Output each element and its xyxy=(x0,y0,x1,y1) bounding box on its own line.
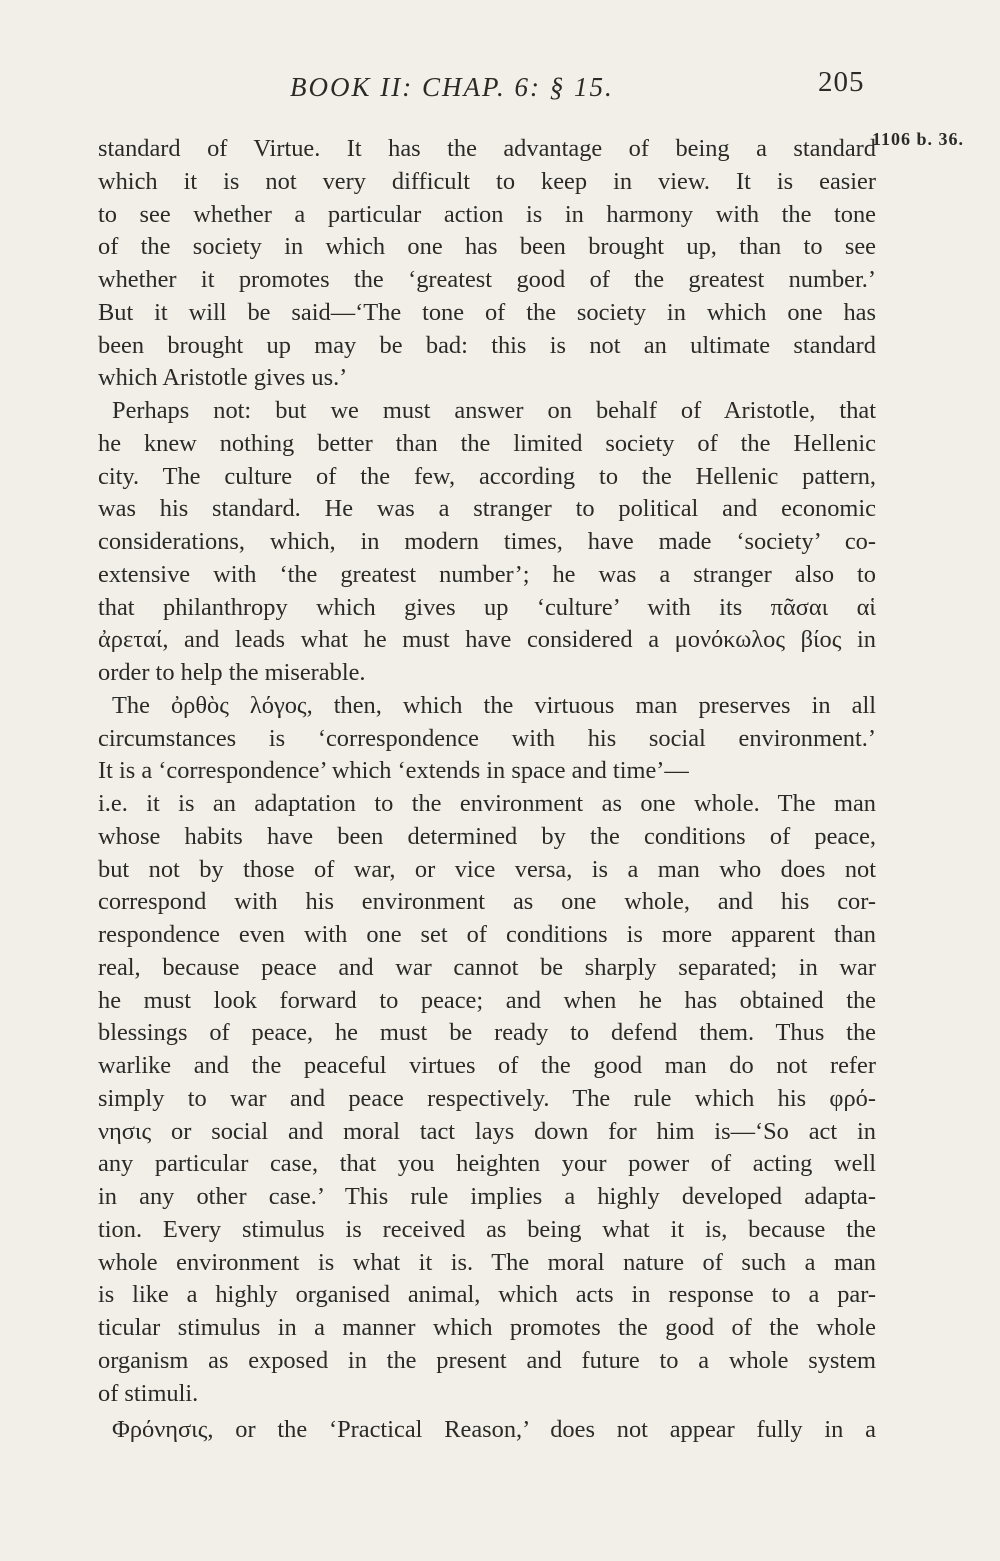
text-line: respondence even with one set of conditions is more apparent than xyxy=(98,921,876,948)
text-line: whole environment is what it is. The moral nature of such a man xyxy=(98,1248,876,1276)
page-number: 205 xyxy=(818,66,865,98)
text-line: is like a highly organised animal, which acts in response to a par- xyxy=(98,1281,876,1309)
text-line: i.e. it is an adaptation to the environment as one whole. The man xyxy=(98,790,876,817)
text-line: whose habits have been determined by the conditions of peace, xyxy=(98,822,876,850)
text-line: was his standard. He was a stranger to political and economic xyxy=(98,495,876,523)
text-line: been brought up may be bad: this is not an ultimate standard xyxy=(98,331,876,359)
text-line: that philanthropy which gives up ‘culture’ with its πᾶσαι αἱ xyxy=(98,593,876,621)
text-line: warlike and the peaceful virtues of the good man do not refer xyxy=(98,1052,876,1079)
body-text xyxy=(98,133,876,1447)
text-line: city. The culture of the few, according to the Hellenic pattern, xyxy=(98,462,876,490)
text-line: νησις or social and moral tact lays down for him is—‘So act in xyxy=(98,1117,876,1145)
margin-reference: 1106 b. 36. xyxy=(872,129,965,149)
text-line: to see whether a particular action is in harmony with the tone xyxy=(98,200,876,228)
text-line: Perhaps not: but we must answer on behalf of Aristotle, that xyxy=(112,397,876,424)
text-line: extensive with ‘the greatest number’; he was a stranger also to xyxy=(98,560,876,588)
text-line: of the society in which one has been brought up, than to see xyxy=(98,233,876,261)
text-line: any particular case, that you heighten your power of acting well xyxy=(98,1150,876,1178)
text-line: of stimuli. xyxy=(98,1379,199,1407)
text-line: tion. Every stimulus is received as being what it is, because the xyxy=(98,1215,876,1243)
text-line: blessings of peace, he must be ready to defend them. Thus the xyxy=(98,1019,876,1047)
text-line: considerations, which, in modern times, have made ‘society’ co- xyxy=(98,528,876,555)
text-line: correspond with his environment as one whole, and his cor- xyxy=(98,888,876,916)
text-line: organism as exposed in the present and future to a whole system xyxy=(98,1346,876,1374)
text-line: which it is not very difficult to keep in view. It is easier xyxy=(98,167,876,195)
text-line: real, because peace and war cannot be sharply separated; in war xyxy=(98,953,876,981)
text-line: circumstances is ‘correspondence with his social environment.’ xyxy=(98,724,876,752)
text-line: in any other case.’ This rule implies a highly developed adapta- xyxy=(98,1183,876,1210)
text-line: simply to war and peace respectively. The rule which his φρό- xyxy=(98,1084,876,1112)
text-line: whether it promotes the ‘greatest good of the greatest number.’ xyxy=(98,266,876,293)
text-line: It is a ‘correspondence’ which ‘extends in space and time’— xyxy=(98,757,689,785)
text-line: standard of Virtue. It has the advantage of being a standard xyxy=(98,135,876,162)
text-line: But it will be said—‘The tone of the society in which one has xyxy=(98,298,876,326)
text-line: order to help the miserable. xyxy=(98,659,366,686)
text-line: he must look forward to peace; and when he has obtained the xyxy=(98,986,876,1014)
text-line: but not by those of war, or vice versa, is a man who does not xyxy=(98,855,876,883)
running-head: BOOK II: CHAP. 6: § 15. xyxy=(290,72,614,102)
text-line: he knew nothing better than the limited society of the Hellenic xyxy=(98,429,876,457)
text-line: ticular stimulus in a manner which promotes the good of the whole xyxy=(98,1314,876,1341)
text-line: which Aristotle gives us.’ xyxy=(98,364,348,392)
text-line: ἀρεταί, and leads what he must have considered a μονόκωλος βίος in xyxy=(98,626,876,654)
text-line: The ὀρθὸς λόγος, then, which the virtuous man preserves in all xyxy=(112,691,876,719)
text-line: Φρόνησις, or the ‘Practical Reason,’ does not appear fully in a xyxy=(112,1416,876,1444)
